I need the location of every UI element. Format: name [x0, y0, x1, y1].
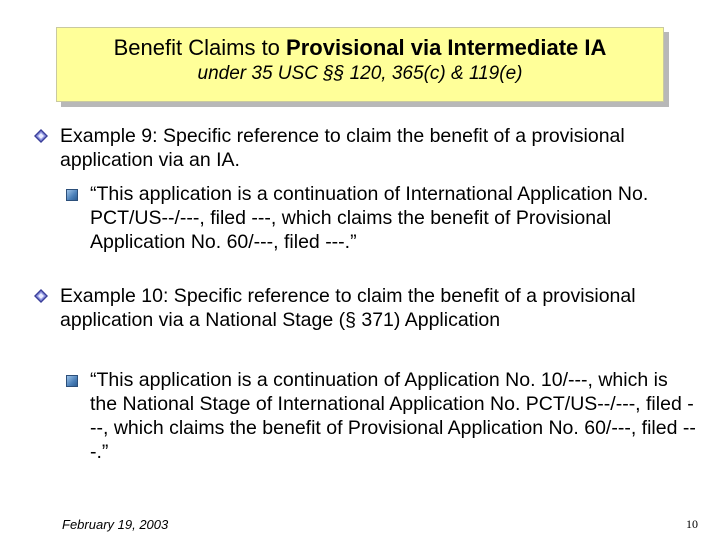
square-bullet-icon: [66, 189, 78, 201]
sub-bullet-example-9: [90, 182, 700, 254]
slide-title-box: [56, 27, 664, 102]
sub-bullet-text: “This application is a continuation of Application No. 10/---, which is the National Stage of International Application No. PCT/US--/---, filed ---, which claims the benefit of Provisional Application No. 60/---, filed ---.”: [90, 369, 696, 463]
slide-title: [57, 34, 663, 62]
title-prefix: Benefit Claims to: [113, 35, 287, 60]
slide-subtitle: under 35 USC §§ 120, 365(c) & 119(e): [197, 63, 523, 84]
sub-bullet-text: “This application is a continuation of International Application No. PCT/US--/---, filed ---, which claims the benefit of Provisional Application No. 60/---, filed ---.”: [90, 183, 649, 253]
bullet-text: Example 9: Specific reference to claim the benefit of a provisional application via an IA.: [60, 125, 625, 171]
square-bullet-icon: [66, 375, 78, 387]
page-number: 10: [686, 517, 698, 531]
bullet-example-10: [60, 284, 700, 332]
title-bold: Provisional via Intermediate IA: [286, 35, 607, 60]
diamond-bullet-icon: [34, 129, 48, 143]
sub-bullet-example-10: [90, 368, 700, 464]
diamond-bullet-icon: [34, 289, 48, 303]
footer-date: February 19, 2003: [62, 517, 169, 532]
bullet-example-9: [60, 124, 700, 172]
bullet-text: Example 10: Specific reference to claim the benefit of a provisional application via a National Stage (§ 371) Application: [60, 285, 636, 331]
